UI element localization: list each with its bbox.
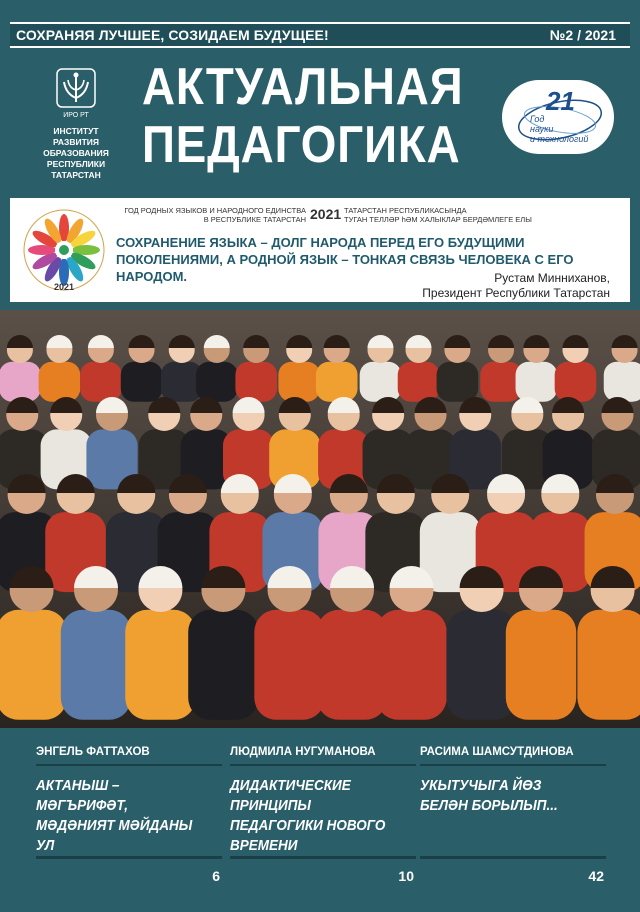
badge-line3: и технологий [530, 134, 589, 144]
institute-emblem-icon [56, 68, 96, 120]
year-emblem-icon [20, 206, 108, 294]
cover-photo [0, 310, 640, 728]
issue-number: №2 / 2021 [549, 27, 616, 43]
quote-author [422, 271, 610, 301]
cover-header [0, 0, 640, 60]
divider [36, 764, 222, 766]
institute-name-line1: ИНСТИТУТ [53, 126, 99, 136]
badge-number: 21 [546, 86, 575, 116]
quote-panel [10, 198, 630, 302]
divider [420, 764, 606, 766]
motto-strip [10, 22, 630, 48]
badge-line1: Год [530, 114, 545, 124]
divider [420, 856, 606, 859]
year-banner-ru [116, 206, 306, 224]
divider [36, 856, 222, 859]
article-page: 6 [212, 868, 220, 884]
article-title: ДИДАКТИЧЕСКИЕ ПРИНЦИПЫ ПЕДАГОГИКИ НОВОГО ВРЕМЕНИ [230, 777, 386, 854]
year-tt-line2: ТУГАН ТЕЛЛӘР һӘМ ХАЛЫКЛАР БЕРДӘМЛЕГЕ ЕЛЫ [344, 215, 532, 224]
divider [230, 856, 416, 859]
article-item[interactable] [230, 742, 416, 892]
article-title: АКТАНЫШ – МӘГЪРИФӘТ, МӘДӘНИЯТ МӘЙДАНЫ УЛ [36, 777, 193, 854]
article-title: УКЫТУЧЫГА ЙӨЗ БЕЛӘН БОРЫЛЫП... [420, 777, 558, 814]
institute-name [22, 126, 130, 181]
year-banner-year: 2021 [310, 206, 342, 222]
author-name: Рустам Минниханов, [494, 271, 610, 285]
title-line1: АКТУАЛЬНАЯ [142, 58, 464, 116]
title-line2: ПЕДАГОГИКА [142, 116, 461, 174]
article-page: 42 [588, 868, 604, 884]
article-author: ЭНГЕЛЬ ФАТТАХОВ [36, 746, 150, 758]
article-item[interactable] [420, 742, 606, 892]
magazine-title [142, 58, 464, 174]
year-banner-tt [344, 206, 594, 224]
article-item[interactable] [36, 742, 222, 892]
article-author: РАСИМА ШАМСУТДИНОВА [420, 746, 574, 758]
year-tt-line1: ТАТАРСТАН РЕСПУБЛИКАСЫНДА [344, 206, 467, 215]
divider [230, 764, 416, 766]
badge-caption [530, 114, 588, 144]
article-author: ЛЮДМИЛА НУГУМАНОВА [230, 746, 376, 758]
article-list [0, 732, 640, 912]
logo-caption: ИРО РТ [63, 112, 89, 119]
article-page: 10 [398, 868, 414, 884]
quote-text: СОХРАНЕНИЕ ЯЗЫКА – ДОЛГ НАРОДА ПЕРЕД ЕГО БУДУЩИМИ ПОКОЛЕНИЯМИ, А РОДНОЙ ЯЗЫК – ТОНКАЯ СВЯЗЬ ЧЕЛОВЕКА С ЕГО НАРОДОМ. [116, 235, 574, 284]
motto-text: СОХРАНЯЯ ЛУЧШЕЕ, СОЗИДАЕМ БУДУЩЕЕ! [16, 27, 329, 43]
year-ru-line2: В РЕСПУБЛИКЕ ТАТАРСТАН [203, 215, 306, 224]
year-of-science-badge [502, 80, 614, 154]
group-photo-illustration [0, 310, 640, 728]
badge-line2: науки [530, 124, 554, 134]
author-title: Президент Республики Татарстан [422, 286, 610, 300]
institute-logo [22, 68, 130, 180]
year-ru-line1: ГОД РОДНЫХ ЯЗЫКОВ И НАРОДНОГО ЕДИНСТВА [124, 206, 306, 215]
institute-name-line2: РАЗВИТИЯ ОБРАЗОВАНИЯ [43, 137, 109, 158]
emblem-year: 2021 [53, 282, 75, 292]
institute-name-line3: РЕСПУБЛИКИ ТАТАРСТАН [46, 159, 106, 180]
